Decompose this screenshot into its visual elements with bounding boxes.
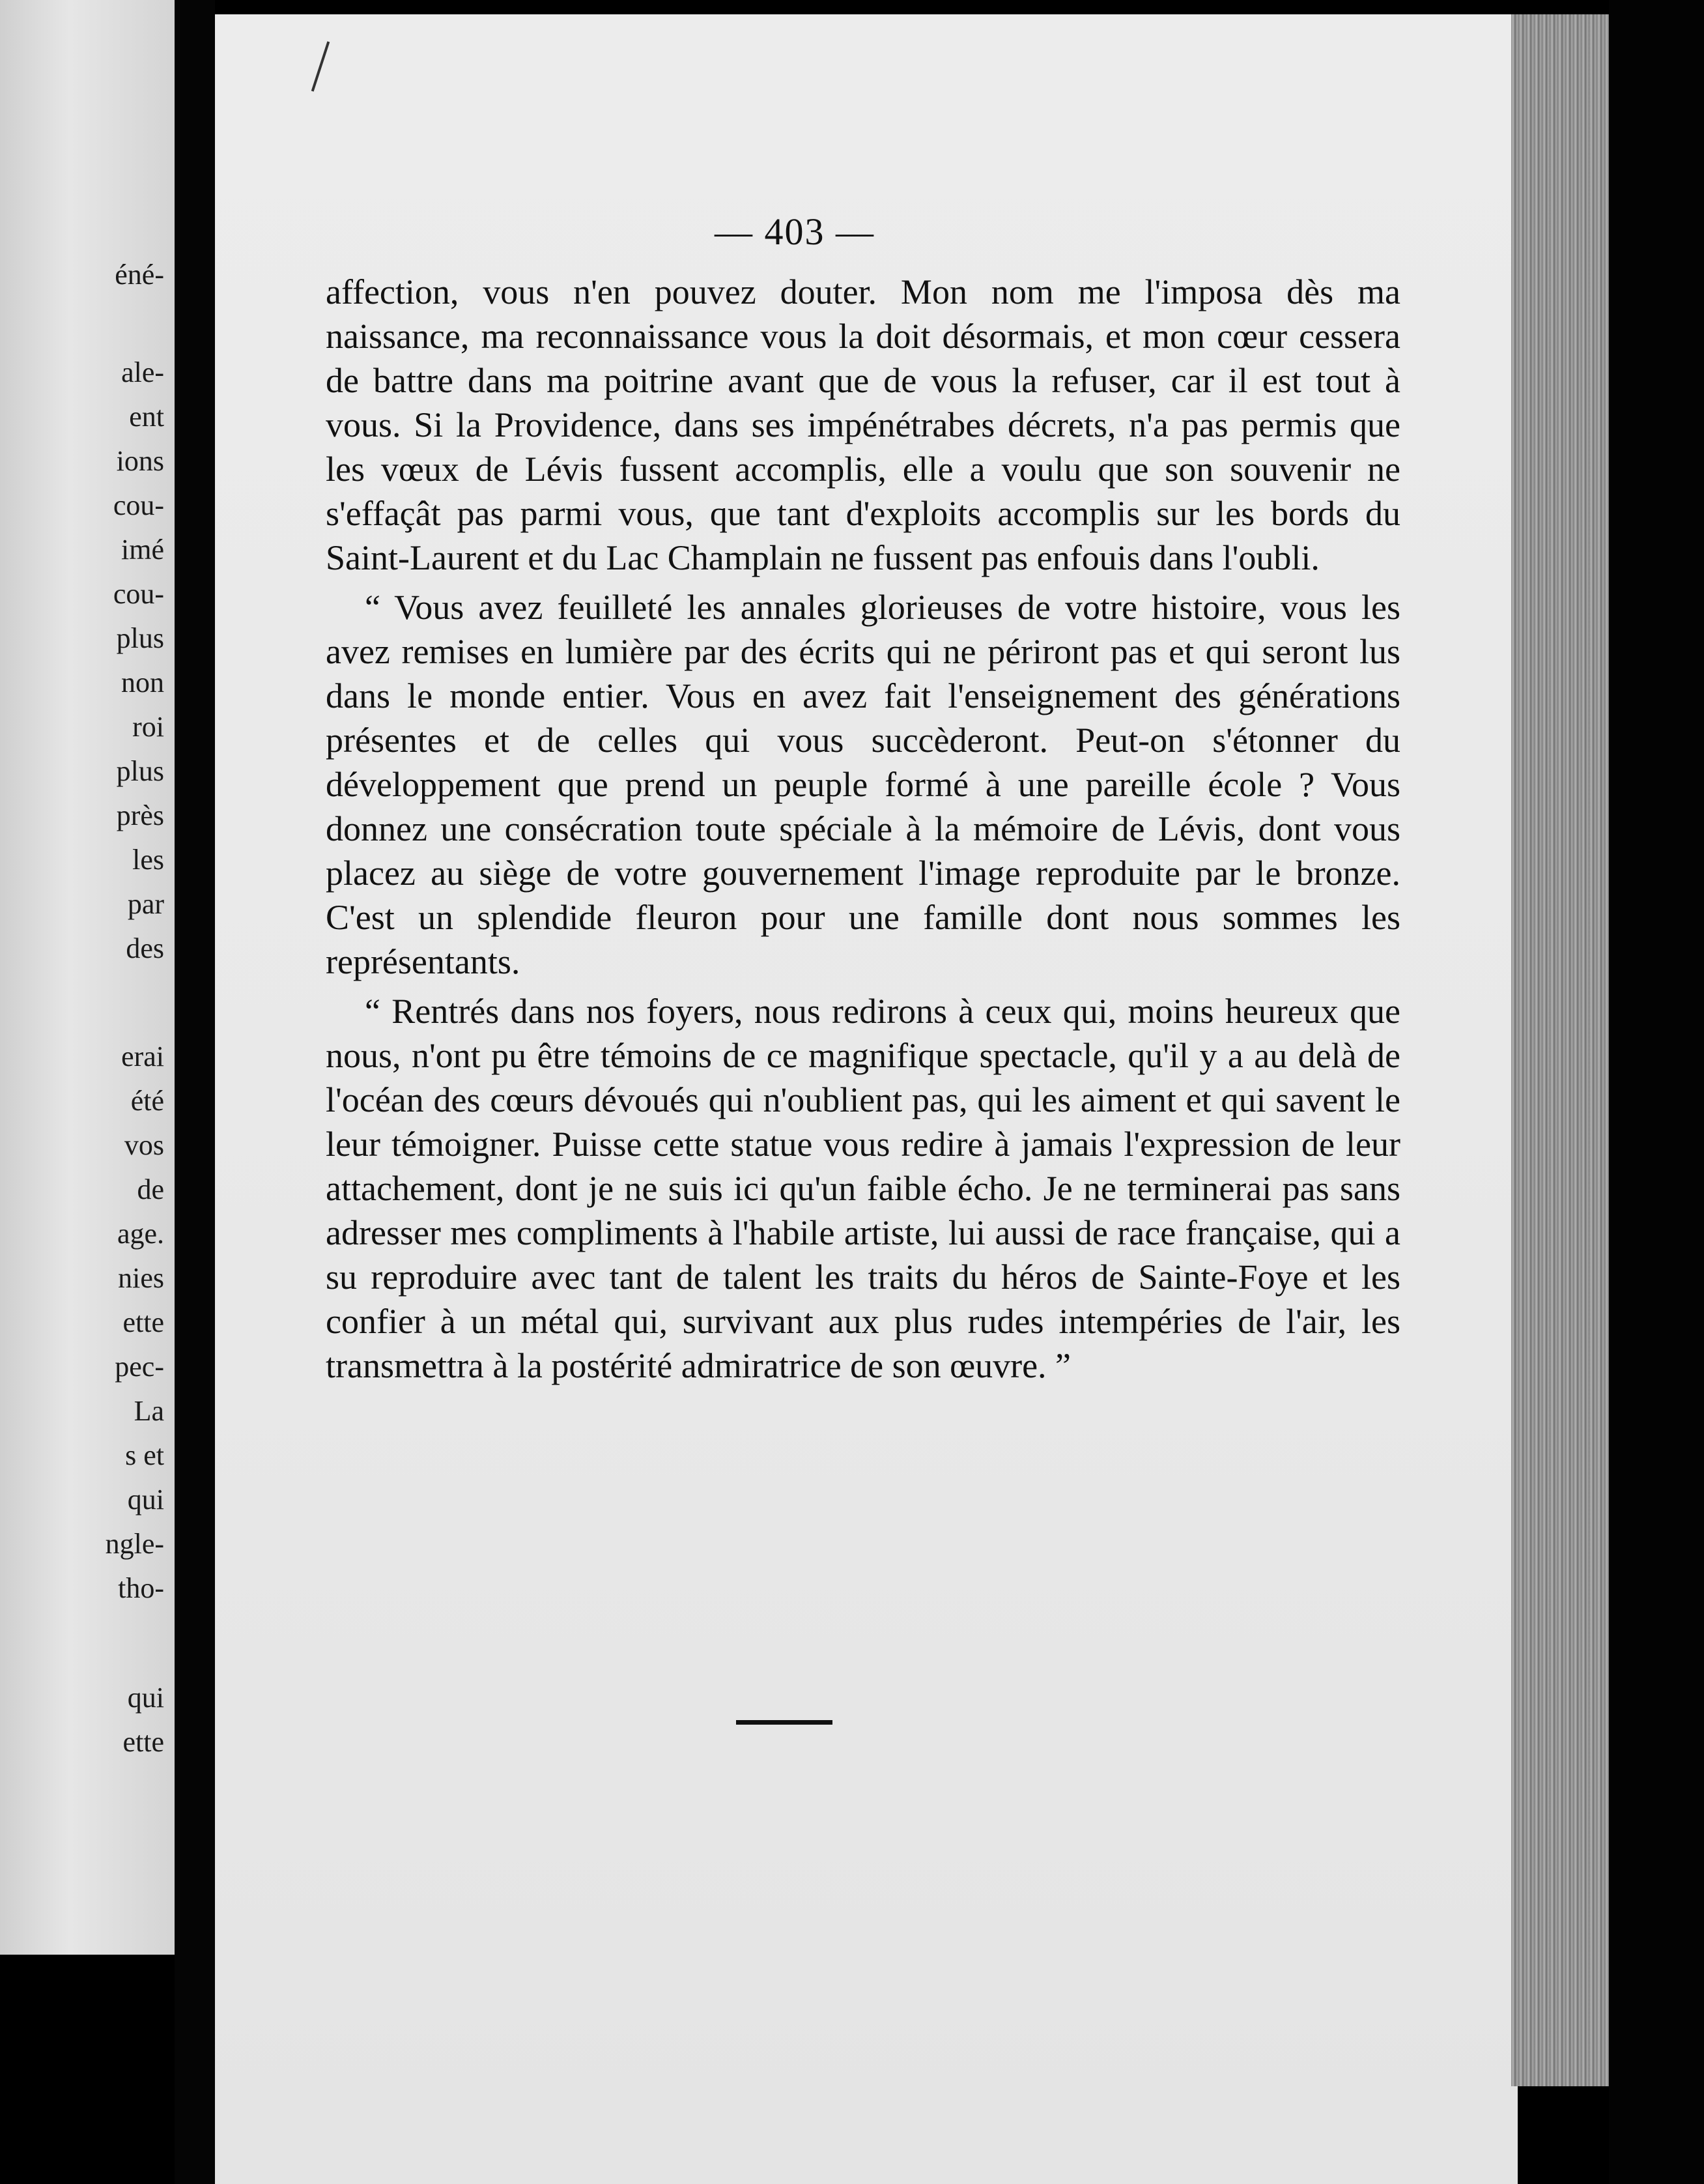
left-fragment: vos (124, 1129, 164, 1161)
paragraph: “ Vous avez feuilleté les annales glorieuses de votre histoire, vous les avez remises en lumière par des écrits qui ne périront pas et qui seront lus dans le monde entier. Vous en avez fait l'enseignement des générations présentes et de celles qui vous succèderont. Peut-on s'étonner du développement que prend un peuple formé à une pareille école ? Vous donnez une consécration toute spéciale à la mémoire de Lévis, dont vous placez au siège de votre gouvernement l'image reproduite par le bronze. C'est un splendide fleuron pour une famille dont nous sommes les représentants. (326, 588, 1400, 981)
left-fragment: été (130, 1085, 164, 1117)
left-fragment: ette (122, 1726, 164, 1758)
left-fragment: des (126, 932, 164, 964)
left-fragment: qui (127, 1682, 164, 1714)
book-gutter (175, 0, 215, 2184)
left-fragment: ngle- (105, 1528, 164, 1560)
left-fragment: ette (122, 1306, 164, 1338)
left-fragment: ions (116, 445, 164, 477)
left-fragment: tho- (118, 1572, 164, 1604)
left-fragment: pec- (115, 1351, 164, 1383)
left-fragment: cou- (113, 578, 164, 610)
paragraph: “ Rentrés dans nos foyers, nous redirons à ceux qui, moins heureux que nous, n'ont pu être témoins de ce magnifique spectacle, qu'il y a au delà de l'océan des cœurs dévoués qui n'oublient pas, qui les aiment et qui savent le leur témoigner. Puisse cette statue vous redire à jamais l'expression de leur attachement, dont je ne suis ici qu'un faible écho. Je ne terminerai pas sans adresser mes compliments à l'habile artiste, lui aussi de race française, qui a su reproduire avec tant de talent les traits du héros de Sainte-Foye et les confier à un métal qui, survivant aux plus rudes intempéries de l'air, les transmettra à la postérité admiratrice de son œuvre. ” (326, 992, 1400, 1385)
main-page (215, 14, 1518, 2184)
body-text (326, 270, 1400, 1388)
left-fragment: plus (116, 755, 164, 787)
scan-mark (311, 41, 330, 91)
left-fragment: cou- (113, 489, 164, 521)
book-page-edges (1511, 14, 1609, 2086)
left-fragment: près (116, 799, 164, 831)
left-fragment: La (134, 1395, 164, 1427)
left-fragment: ale- (121, 356, 164, 388)
page-number: — 403 — (715, 210, 875, 253)
left-fragment: erai (121, 1041, 164, 1072)
left-fragment: les (132, 844, 164, 876)
left-fragment: qui (127, 1484, 164, 1516)
facing-page-left (0, 0, 175, 1955)
left-fragment: éné- (115, 259, 164, 291)
left-fragment: ent (129, 401, 164, 433)
left-fragment: de (137, 1173, 164, 1205)
paragraph: affection, vous n'en pouvez douter. Mon nom me l'imposa dès ma naissance, ma reconnaissance vous la doit désormais, et mon cœur cessera de battre dans ma poitrine avant que de vous la refuser, car il est tout à vous. Si la Providence, dans ses impénétrabes décrets, n'a pas permis que les vœux de Lévis fussent accomplis, elle a voulu que son souvenir ne s'effaçât pas parmi vous, que tant d'exploits accomplis sur les bords du Saint-Laurent et du Lac Champlain ne fussent pas enfouis dans l'oubli. (326, 272, 1400, 577)
left-fragment: par (127, 888, 164, 920)
left-fragment: nies (118, 1262, 164, 1294)
closing-rule (736, 1720, 832, 1725)
scan-border-right (1609, 0, 1704, 2184)
left-fragment: age. (117, 1218, 164, 1250)
left-fragment: plus (116, 622, 164, 654)
left-fragment: imé (121, 534, 164, 566)
left-fragment: roi (132, 711, 164, 743)
left-fragment: s et (125, 1439, 164, 1471)
left-fragment: non (121, 667, 164, 698)
